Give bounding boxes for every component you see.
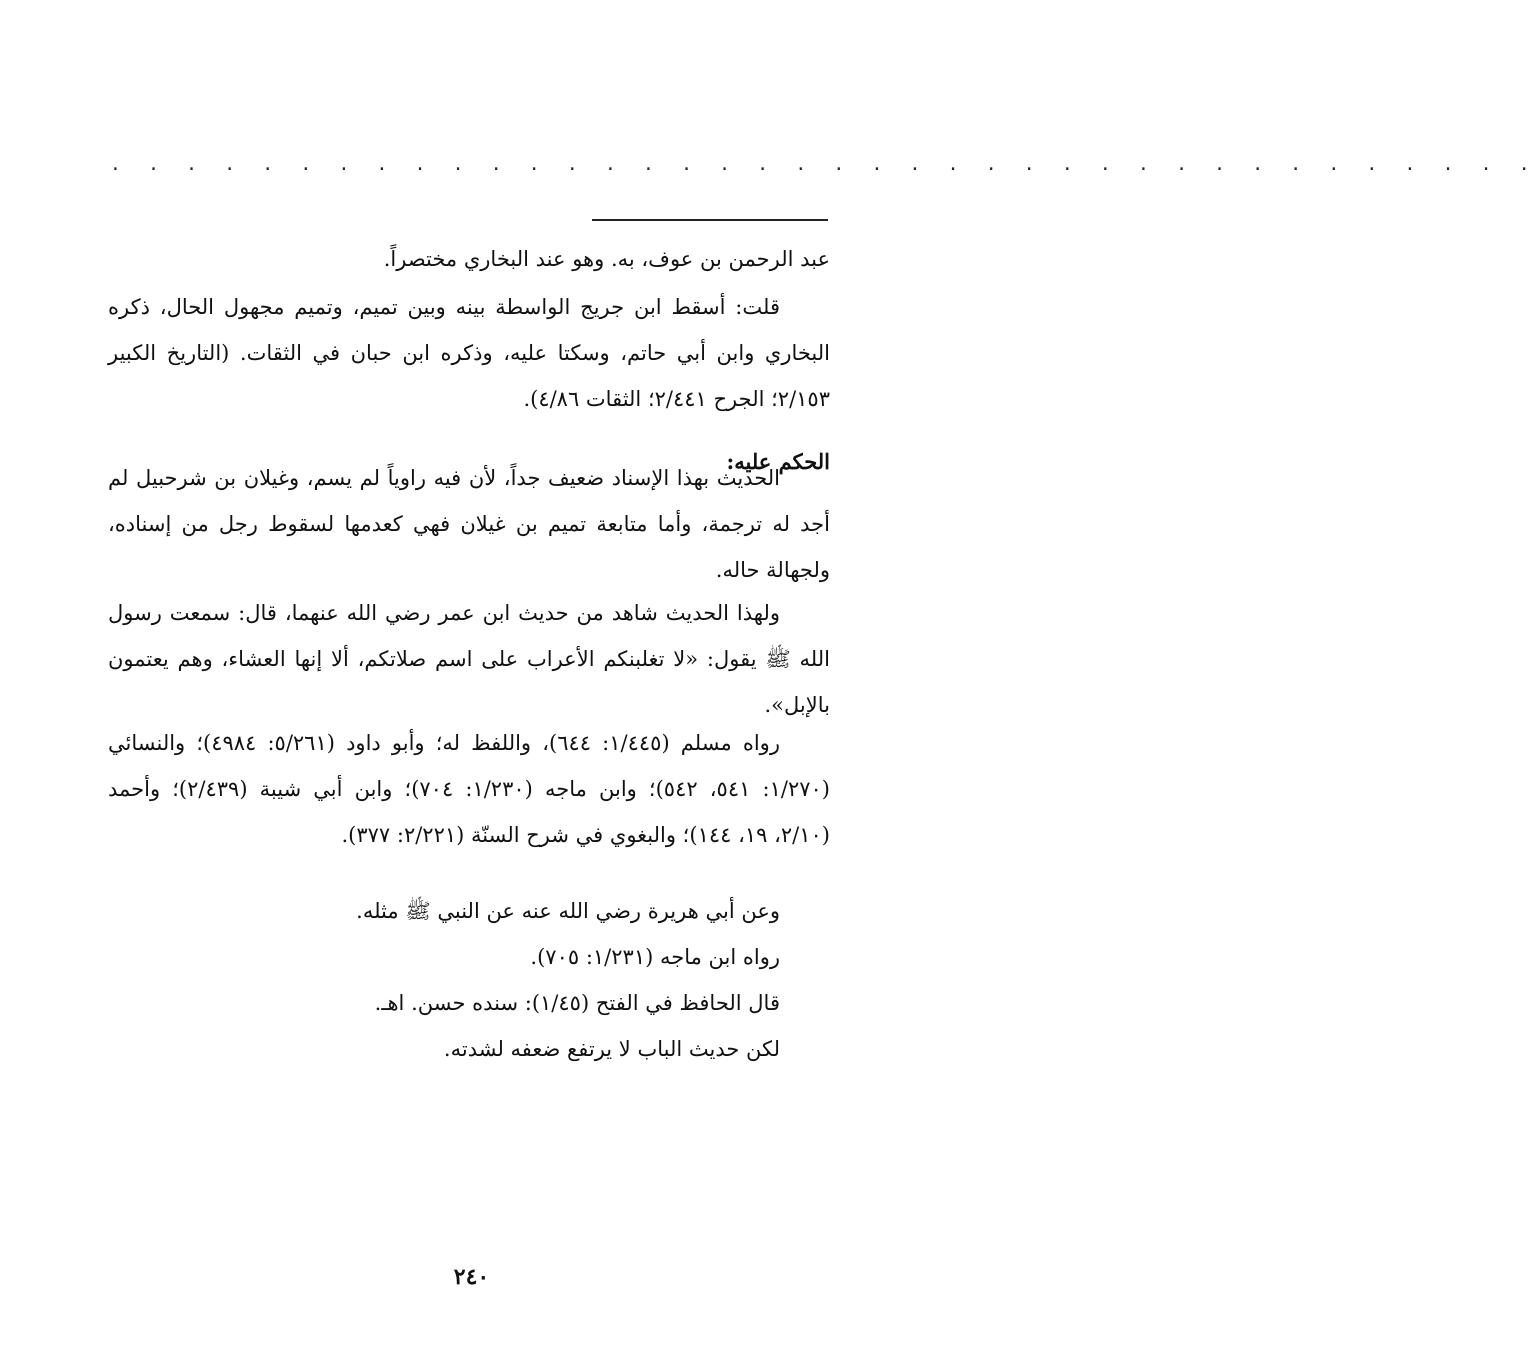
- paragraph-qult: قلت: أسقط ابن جريج الواسطة بينه وبين تميم، وتميم مجهول الحال، ذكره البخاري وابن أبي حاتم، وسكتا عليه، وذكره ابن حبان في الثقات. (التاريخ الكبير ٢/١٥٣؛ الجرح ٢/٤٤١؛ الثقات ٤/٨٦).: [108, 295, 830, 411]
- line-hafiz: قال الحافظ في الفتح (١/٤٥): سنده حسن. اهـ.: [374, 991, 780, 1015]
- separator-dots: . . . . . . . . . . . . . . . . . . . . . . . . . . . . . . . . . . . . . .: [110, 154, 1538, 175]
- heading-hukm: الحكم عليه:: [726, 449, 830, 474]
- page-number: ٢٤٠: [453, 1264, 490, 1290]
- footnote-continuation: عبد الرحمن بن عوف، به. وهو عند البخاري مختصراً.: [383, 247, 830, 271]
- paragraph-takhrij: رواه مسلم (١/٤٤٥: ٦٤٤)، واللفظ له؛ وأبو داود (٥/٢٦١: ٤٩٨٤)؛ والنسائي (١/٢٧٠: ٥٤١، ٥٤٢)؛ وابن ماجه (١/٢٣٠: ٧٠٤)؛ وابن أبي شيبة (٢/٤٣٩)؛ وأحمد (٢/١٠، ١٩، ١٤٤)؛ والبغوي في شرح السنّة (٢/٢٢١: ٣٧٧).: [108, 731, 830, 847]
- footnote-rule: [592, 219, 828, 221]
- line-ibn-majah: رواه ابن ماجه (١/٢٣١: ٧٠٥).: [530, 945, 780, 969]
- line-abu-huraira: وعن أبي هريرة رضي الله عنه عن النبي ﷺ مثله.: [356, 899, 780, 923]
- paragraph-shahid: ولهذا الحديث شاهد من حديث ابن عمر رضي الله عنهما، قال: سمعت رسول الله ﷺ يقول: «لا تغلبنكم الأعراب على اسم صلاتكم، ألا إنها العشاء، وهم يعتمون بالإبل».: [108, 601, 830, 717]
- line-conclusion: لكن حديث الباب لا يرتفع ضعفه لشدته.: [443, 1037, 780, 1061]
- paragraph-hukm: الحديث بهذا الإسناد ضعيف جداً، لأن فيه راوياً لم يسم، وغيلان بن شرحبيل لم أجد له ترجمة، وأما متابعة تميم بن غيلان فهي كعدمها لسقوط رجل من إسناده، ولجهالة حاله.: [108, 466, 830, 582]
